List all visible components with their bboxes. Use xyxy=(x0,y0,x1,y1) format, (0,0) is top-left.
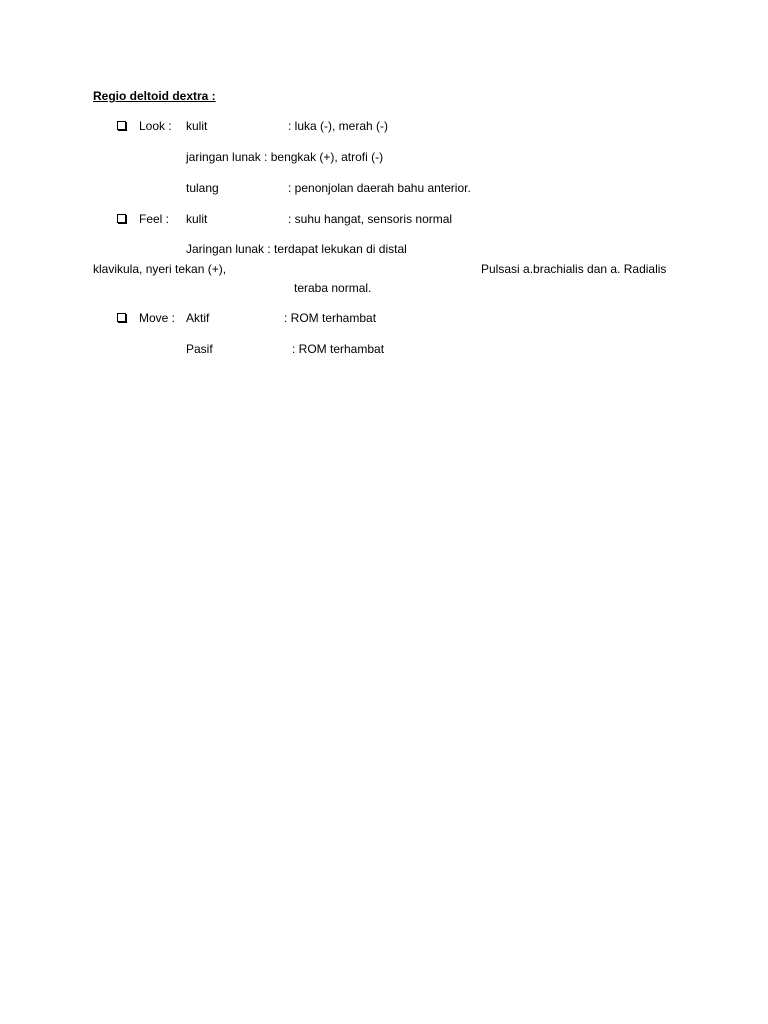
move-pasif-term: Pasif xyxy=(186,342,213,356)
move-aktif-term: Aktif xyxy=(186,311,210,325)
move-pasif-value: : ROM terhambat xyxy=(292,342,385,356)
checkbox-bullet-icon xyxy=(117,313,126,322)
section-title: Regio deltoid dextra : xyxy=(93,89,216,103)
feel-jaringan-lunak-line: Jaringan lunak : terdapat lekukan di distal xyxy=(186,242,407,256)
look-tulang-term: tulang xyxy=(186,181,219,195)
feel-pulsasi-line: Pulsasi a.brachialis dan a. Radialis xyxy=(481,262,667,276)
look-kulit-term: kulit xyxy=(186,119,208,133)
feel-label: Feel : xyxy=(139,212,170,226)
checkbox-bullet-icon xyxy=(117,214,126,223)
feel-teraba-line: teraba normal. xyxy=(294,281,372,295)
checkbox-bullet-icon xyxy=(117,121,126,130)
feel-kulit-term: kulit xyxy=(186,212,208,226)
move-aktif-value: : ROM terhambat xyxy=(284,311,377,325)
look-tulang-value: : penonjolan daerah bahu anterior. xyxy=(288,181,471,195)
feel-klavikula-line: klavikula, nyeri tekan (+), xyxy=(93,262,227,276)
move-label: Move : xyxy=(139,311,176,325)
look-jaringan-lunak-line: jaringan lunak : bengkak (+), atrofi (-) xyxy=(186,150,384,164)
look-kulit-value: : luka (-), merah (-) xyxy=(288,119,389,133)
look-label: Look : xyxy=(139,119,172,133)
feel-kulit-value: : suhu hangat, sensoris normal xyxy=(288,212,453,226)
